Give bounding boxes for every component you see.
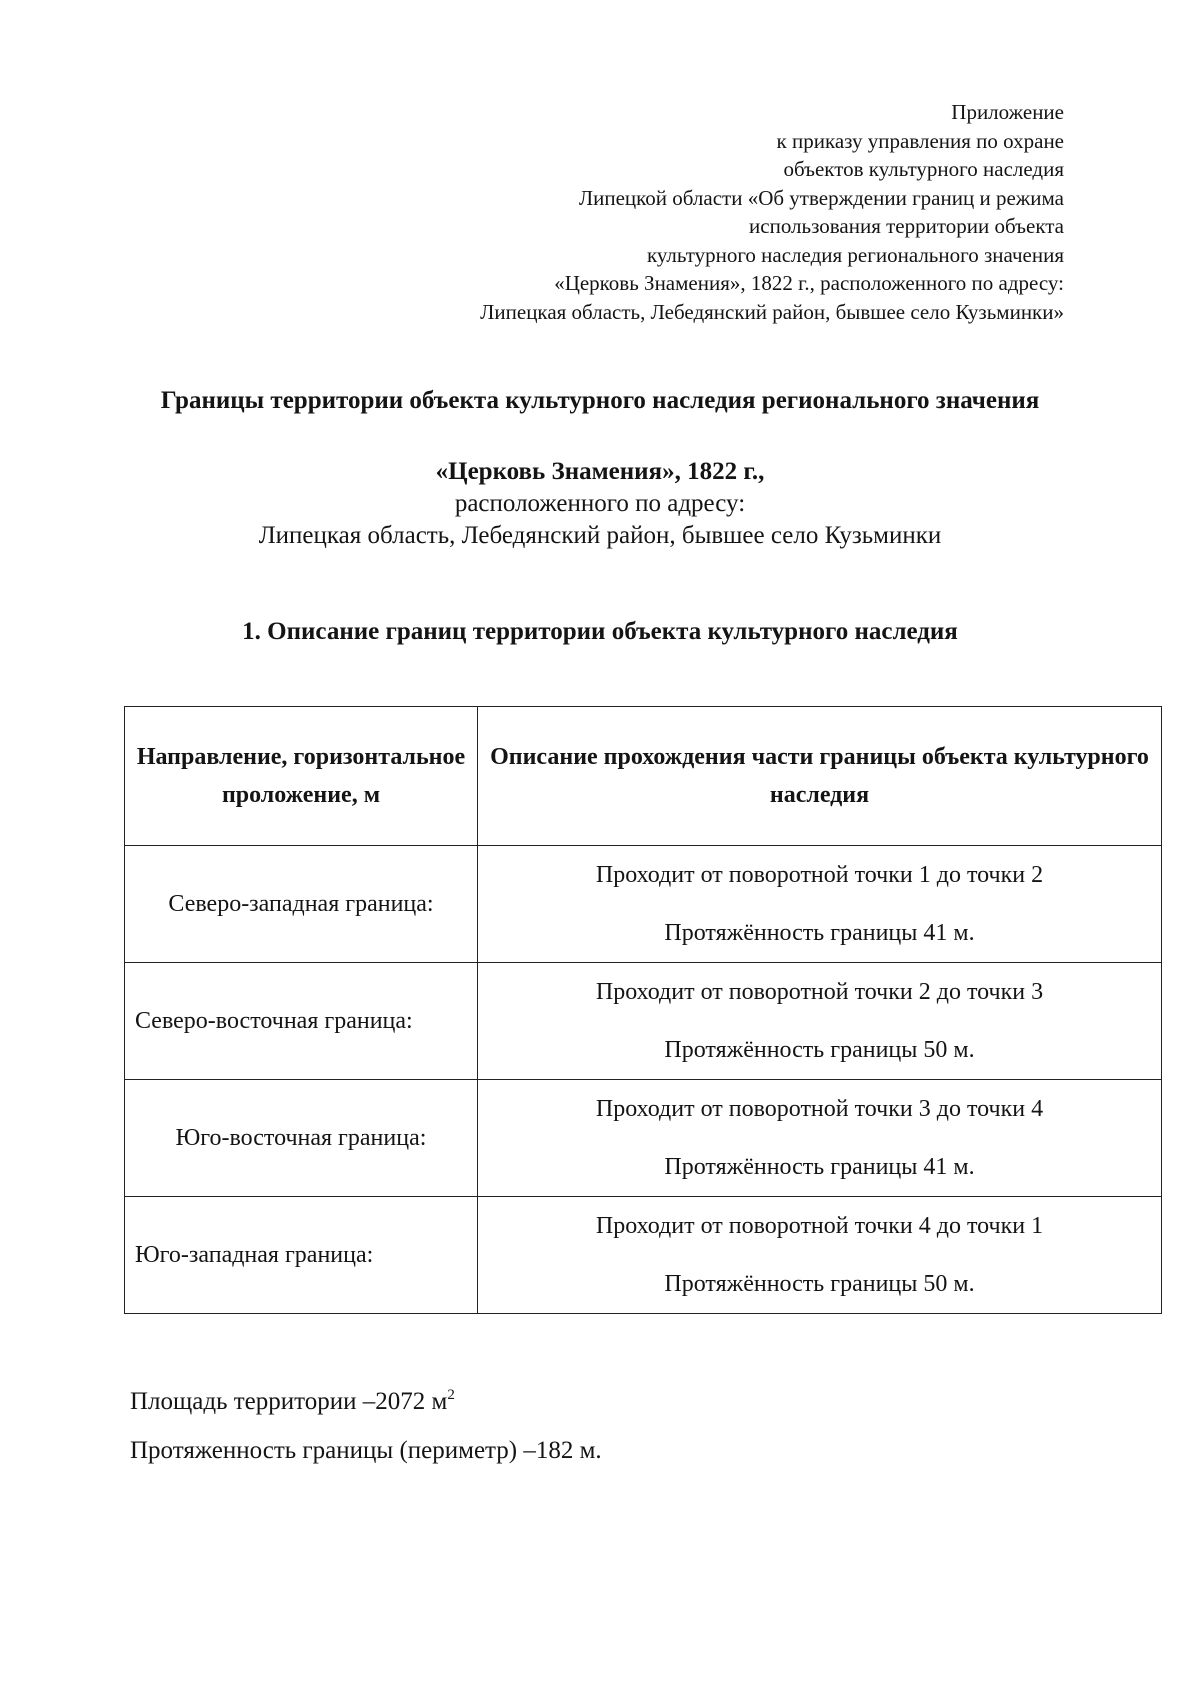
territory-area-text: Площадь территории –2072 м [130,1388,448,1415]
direction-cell: Юго-восточная граница: [125,1080,478,1197]
appendix-header [480,98,1064,326]
boundary-passes-text: Проходит от поворотной точки 3 до точки 4 [595,1096,1044,1122]
table-row [125,846,1162,963]
object-name: «Церковь Знамения», 1822 г., [435,458,765,485]
document-title: Границы территории объекта культурного наследия регионального значения [160,387,1040,414]
table-header-description: Описание прохождения части границы объекта культурного наследия [478,707,1162,846]
boundary-passes-text: Проходит от поворотной точки 1 до точки 2 [595,862,1044,888]
table-row [125,1080,1162,1197]
boundary-length-text: Протяжённость границы 41 м. [664,920,975,946]
direction-cell: Северо-восточная граница: [125,963,478,1080]
appendix-line: Липецкая область, Лебедянский район, бывшее село Кузьминки» [480,299,1064,324]
boundary-length-text: Протяжённость границы 50 м. [664,1271,975,1297]
direction-cell: Северо-западная граница: [125,846,478,963]
address-label: расположенного по адресу: [454,490,746,517]
section-heading: 1. Описание границ территории объекта культурного наследия [242,618,958,645]
table-header-direction: Направление, горизонтальное проложение, м [125,707,478,846]
boundary-passes-text: Проходит от поворотной точки 2 до точки 3 [595,979,1044,1005]
appendix-line: культурного наследия регионального значения [646,242,1064,267]
table-header-row [125,707,1162,846]
direction-cell: Юго-западная граница: [125,1197,478,1314]
table-row [125,1197,1162,1314]
appendix-line: к приказу управления по охране [776,128,1064,153]
description-cell [478,1197,1162,1314]
boundary-perimeter: Протяженность границы (периметр) –182 м. [130,1437,602,1464]
appendix-line: Липецкой области «Об утверждении границ и режима [578,185,1064,210]
appendix-line: объектов культурного наследия [783,157,1064,181]
description-cell [478,1080,1162,1197]
description-cell [478,846,1162,963]
area-unit-superscript: 2 [447,1387,455,1403]
appendix-line: Приложение [951,100,1064,124]
appendix-line: «Церковь Знамения», 1822 г., расположенного по адресу: [554,271,1064,295]
boundaries-table [124,706,1162,1314]
appendix-line: использования территории объекта [749,214,1064,238]
territory-area [130,1380,455,1417]
boundary-passes-text: Проходит от поворотной точки 4 до точки 1 [595,1213,1044,1239]
boundary-length-text: Протяжённость границы 41 м. [664,1154,975,1180]
object-address: Липецкая область, Лебедянский район, бывшее село Кузьминки [258,522,942,549]
object-title-block [0,456,1200,552]
boundary-length-text: Протяжённость границы 50 м. [664,1037,975,1063]
description-cell [478,963,1162,1080]
table-row [125,963,1162,1080]
